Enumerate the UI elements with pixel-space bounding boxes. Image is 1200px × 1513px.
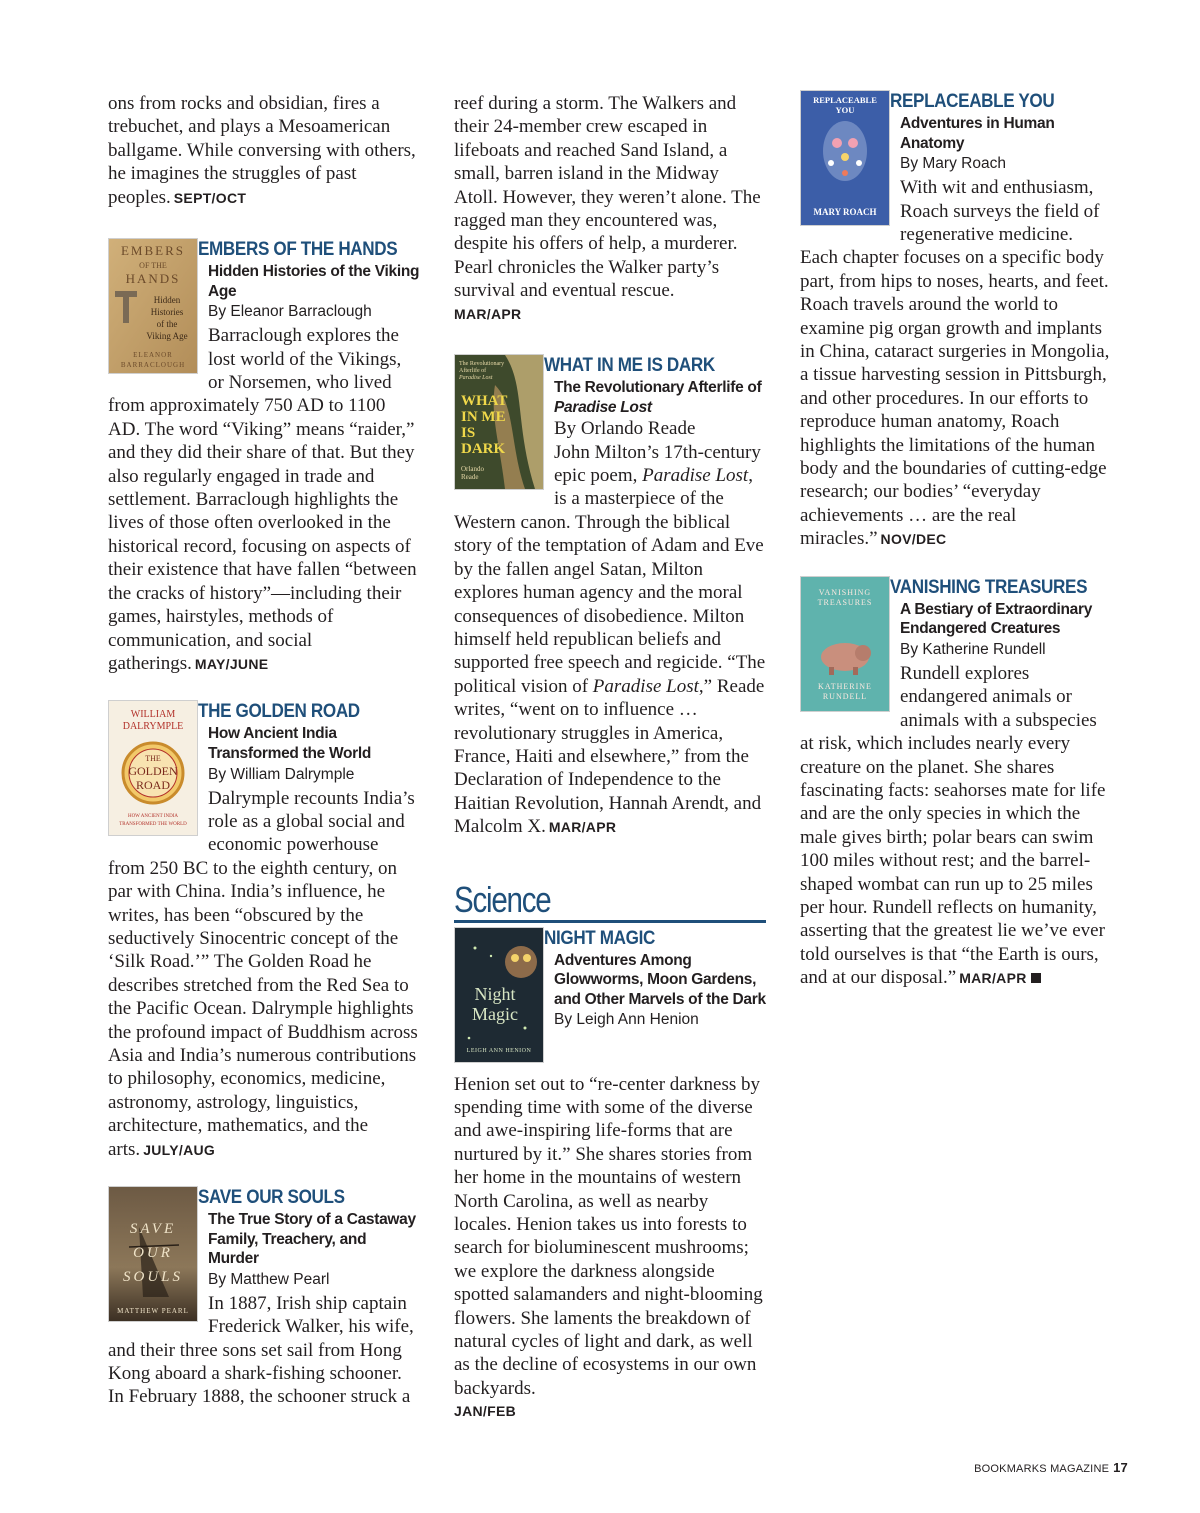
review-body-continued-text: reef during a storm. The Walkers and their 24-member crew escaped in lifeboats and reached Sand Island, a small, barren island in the Midway Atoll. However, they weren’t alone. The ragged man they encountered was, despite his offers of help, a murderer. Pearl chronicles the Walker party’s survival and eventual rescue.: [454, 93, 761, 302]
book-author: By William Dalrymple: [208, 765, 355, 783]
cover-text: ROAD: [135, 778, 171, 793]
subtitle-italic: Paradise Lost: [554, 398, 652, 416]
review-replaceable-you: [800, 90, 1112, 552]
page-number: 17: [1113, 1460, 1128, 1475]
issue-tag: MAR/APR: [548, 819, 617, 836]
cover-text: YOU: [835, 105, 855, 115]
section-heading-text: Science: [454, 878, 551, 920]
book-author: By Eleanor Barraclough: [208, 303, 372, 321]
cover-text: BARRACLOUGH: [120, 361, 186, 370]
book-author: By Leigh Ann Henion: [554, 1011, 699, 1029]
review-body: In 1887, Irish ship captain Frederick Walker, his wife, and their three sons set sail from Hong Kong aboard a shark-fishing schooner. In February 1888, the schooner struck a: [108, 1292, 414, 1408]
book-author: By Matthew Pearl: [208, 1270, 330, 1288]
save-souls-continued: [454, 92, 766, 326]
cover-text: VANISHING: [818, 587, 872, 597]
review-body: ,” Reade writes, “went on to influence … revolutionary struggles in America, France, Haiti and elsewhere,” from the Declaration of Independence to the Haitian Revolution, Hannah Arendt, and Malcolm X.: [454, 675, 765, 838]
cover-text: LEIGH ANN HENION: [466, 1047, 532, 1054]
cover-text: Night: [474, 983, 516, 1004]
cover-text: DARK: [461, 441, 506, 458]
cover-text: REPLACEABLE: [813, 95, 877, 105]
review-what-in-me-is-dark: [454, 354, 766, 840]
cover-text: EMBERS: [120, 243, 186, 259]
review-night-magic: [454, 927, 766, 1424]
book-title: REPLACEABLE YOU: [890, 91, 1055, 112]
column-2: [454, 92, 766, 1424]
issue-tag: NOV/DEC: [880, 531, 947, 548]
cover-text: The Revolutionary: [459, 361, 505, 368]
cover-text: RUNDELL: [822, 691, 868, 701]
column-3: [800, 92, 1112, 991]
cover-text: TRANSFORMED THE WORLD: [119, 822, 187, 828]
cover-text: MATTHEW PEARL: [117, 1307, 189, 1315]
issue-tag: JULY/AUG: [143, 1141, 216, 1158]
book-title: WHAT IN ME IS DARK: [544, 355, 715, 377]
cover-text: THE: [145, 754, 161, 764]
subtitle-text: The Revolutionary Afterlife of: [554, 379, 762, 397]
cover-text: Reade: [461, 473, 479, 482]
review-body: Barraclough explores the lost world of the Vikings, or Norsemen, who lived from approximately 750 AD to 1100 AD. The word “Viking” means “raider,” and they did their share of that. But they also regularly engaged in trade and settlement. Barraclough highlights the lives of those often overlooked in the historical record, focusing on aspects of their existence that have fallen “between the cracks of history”—including their games, hairstyles, methods of communication, and social gatherings.: [108, 325, 417, 674]
book-title: VANISHING TREASURES: [890, 576, 1088, 598]
magazine-name: BOOKMARKS MAGAZINE: [974, 1463, 1110, 1475]
review-body: John Milton’s 17th-century epic poem,: [554, 441, 761, 487]
review-body: Dalrymple recounts India’s role as a global social and economic powerhouse from 250 BC to the eighth century, on par with China. India’s influence, he writes, has been “obscured by the seductively Sinocentric concept of the ‘Silk Road.’” The Golden Road he describes stretched from the Red Sea to the Pacific Ocean. Dalrymple highlights the profound impact of Buddhism across Asia and India’s numerous contributions to philosophy, economics, medicine, astronomy, astrology, linguistics, architecture, mathematics, and the arts.: [108, 787, 418, 1160]
issue-tag: SEPT/OCT: [173, 189, 247, 206]
review-body-italic: Paradise Lost: [642, 465, 749, 487]
review-save-our-souls: [108, 1186, 420, 1409]
review-the-golden-road: [108, 700, 420, 1162]
review-body-italic: Paradise Lost: [592, 675, 699, 697]
cover-text: Viking Age: [146, 331, 188, 342]
book-title: NIGHT MAGIC: [544, 927, 655, 949]
cover-text: IS: [461, 425, 476, 442]
cover-text: Magic: [472, 1003, 518, 1024]
book-subtitle: The True Story of a Castaway Family, Treachery, and Murder: [208, 1211, 416, 1268]
cover-text: WHAT: [461, 393, 508, 410]
issue-tag: MAR/APR: [454, 305, 522, 322]
review-body: With wit and enthusiasm, Roach surveys the field of regenerative medicine. Each chapter focuses on a specific body part, from hips to noses, hearts, and feet. Roach travels around the world to examine pig organ growth and implants in China, cataract surgeries in Mongolia, a tissue harvesting session in Pittsburgh, and other procedures. In our efforts to reproduce human anatomy, Roach highlights the limitations of the human body and the boundaries of cutting-edge research; our bodies’ “everyday achievements … are the real miracles.”: [800, 177, 1110, 550]
cover-text: DALRYMPLE: [122, 721, 184, 733]
review-body-continued: [454, 92, 766, 326]
book-author: By Katherine Rundell: [900, 640, 1046, 658]
cover-text: KATHERINE: [818, 681, 872, 691]
cover-text: of the: [156, 319, 178, 330]
end-mark-icon: [1031, 973, 1041, 983]
book-subtitle: Adventures Among Glowworms, Moon Gardens, and Other Marvels of the Dark: [554, 951, 766, 1008]
book-title: SAVE OUR SOULS: [198, 1187, 345, 1208]
cover-text: HOW ANCIENT INDIA: [127, 814, 179, 820]
cover-text: TREASURES: [817, 597, 873, 607]
section-heading-science: [454, 880, 766, 923]
cover-text: MARY ROACH: [813, 207, 877, 217]
book-subtitle: Hidden Histories of the Viking Age: [208, 263, 420, 300]
cover-text: GOLDEN: [128, 764, 178, 779]
cover-text: WILLIAM: [130, 709, 176, 721]
issue-tag: JAN/FEB: [454, 1403, 516, 1420]
cover-text: ELEANOR: [133, 351, 173, 360]
cover-text: SAVE: [129, 1221, 177, 1237]
cover-text: Hidden: [153, 295, 181, 306]
issue-tag: MAY/JUNE: [194, 655, 269, 672]
book-subtitle: How Ancient India Transformed the World: [208, 725, 372, 762]
cover-text: OUR: [133, 1245, 173, 1261]
book-subtitle: A Bestiary of Extraordinary Endangered Creatures: [900, 600, 1093, 638]
cover-text: SOULS: [122, 1269, 184, 1285]
review-body: , is a masterpiece of the Western canon. Through the biblical story of the temptation of Adam and Eve by the fallen angel Satan, Milton explores human agency and the moral consequences of disobedience. Milton himself held republican beliefs and supported free speech and regicide. “The political vision of: [454, 465, 766, 697]
continued-body: ons from rocks and obsidian, fires a trebuchet, and plays a Mesoamerican ballgame. While conversing with others, he imagines the struggles of past peoples.: [108, 93, 416, 208]
page-footer: [974, 1460, 1128, 1475]
cover-text: Histories: [150, 307, 184, 318]
book-subtitle: Adventures in Human Anatomy: [900, 115, 1055, 152]
cover-text: Paradise Lost: [459, 375, 493, 382]
book-title: EMBERS OF THE HANDS: [198, 239, 398, 261]
cover-text: Afterlife of: [459, 368, 487, 375]
cover-text: Orlando: [461, 465, 484, 474]
cover-text: IN ME: [461, 409, 506, 426]
cover-text: HANDS: [125, 271, 181, 287]
book-author-inline: By Orlando Reade: [554, 418, 696, 440]
continued-review: [108, 92, 420, 210]
review-body: Henion set out to “re-center darkness by spending time with some of the diverse and awe-inspiring life-forms that are nurtured by it.” She shares stories from her home in the mountains of western North Carolina, as well as nearby locales. Henion takes us into forests to search for bioluminescent mushrooms; we explore the darkness alongside spotted salamanders and night-blooming flowers. She laments the breakdown of natural cycles of light and dark, as well as the decline of ecosystems in our own backyards.: [454, 1073, 763, 1399]
cover-text: OF THE: [139, 261, 167, 271]
book-title: THE GOLDEN ROAD: [198, 701, 360, 723]
review-embers-of-the-hands: [108, 238, 420, 676]
issue-tag: MAR/APR: [959, 970, 1027, 987]
review-body: Rundell explores endangered animals or animals with a subspecies at risk, which includes nearly every creature on the planet. She shares fascinating facts: seahorses mate for life and are the only species in which the male gives birth; polar bears can swim 100 miles without rest; and the barrel-shaped wombat can run up to 25 miles per hour. Rundell reflects on humanity, asserting that the greatest lie we’ve ever told ourselves is that “the Earth is ours, and at our disposal.”: [800, 662, 1106, 989]
review-vanishing-treasures: [800, 576, 1112, 991]
column-1: [108, 92, 420, 1409]
book-author: By Mary Roach: [900, 155, 1006, 173]
